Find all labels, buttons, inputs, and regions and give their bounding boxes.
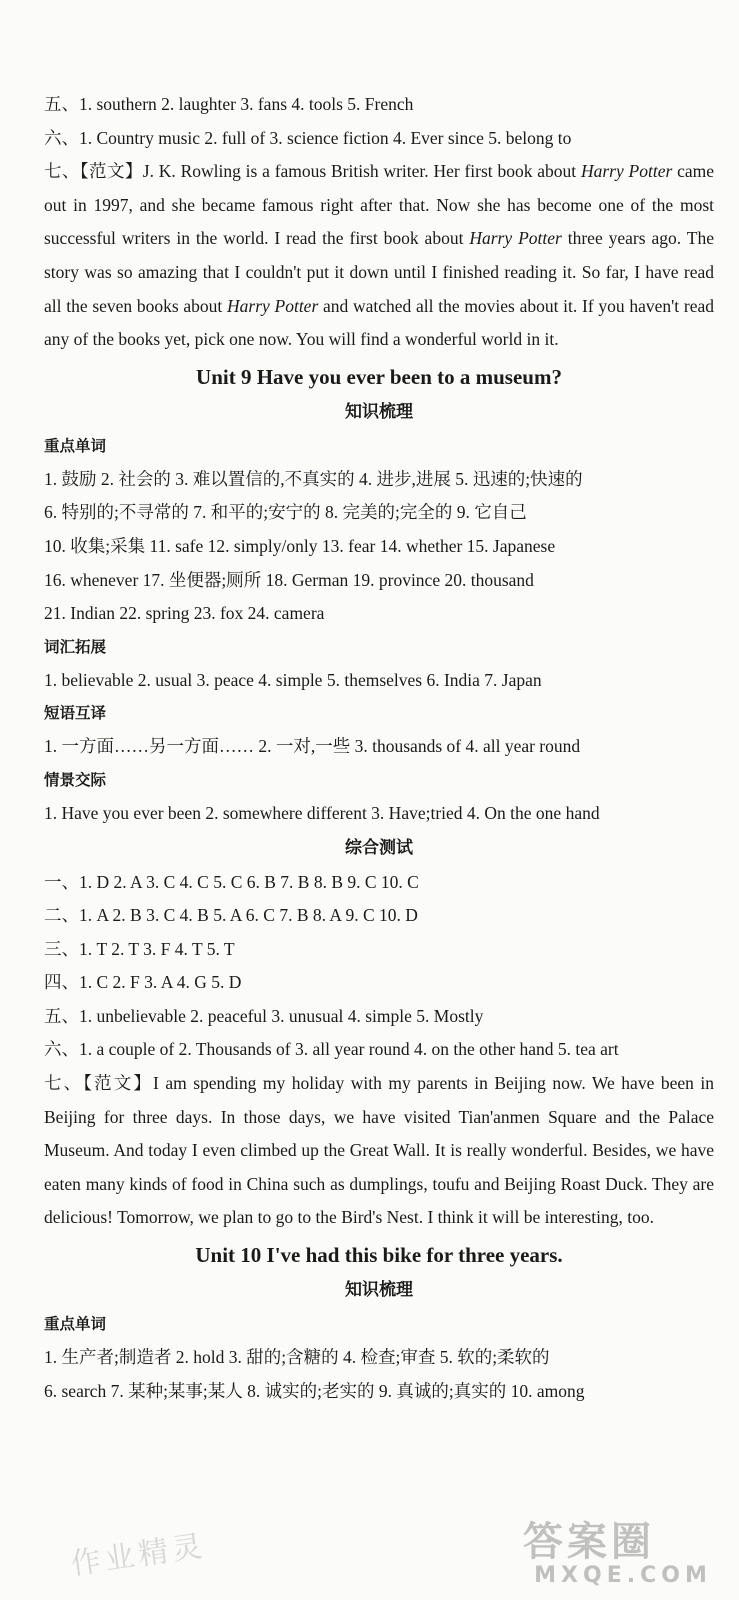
unit10-knowledge-title: 知识梳理 <box>345 1280 413 1301</box>
u8-essay-book-title: Harry Potter <box>227 295 319 316</box>
u8-section-6: 六、1. Country music 2. full of 3. science fiction 4. Ever since 5. belong to <box>44 127 572 148</box>
unit10-title: Unit 10 I've had this bike for three years. <box>195 1243 563 1268</box>
unit9-essay: 七、【范文】I am spending my holiday with my parents in Beijing now. We have been in Beijing for three days. In those days, we have visited Tian'anmen Square and the Palace Museum. And today I even climbed up the Great Wall. It is really wonderful. Besides, we have eaten many kinds of food in China such as dumplings, toufu and Beijing Roast Duck. They are delicious! Tomorrow, we plan to go to the Bird's Nest. I think it will be interesting, too. <box>44 1073 714 1228</box>
unit9-vocab-line: 1. believable 2. usual 3. peace 4. simple 5. themselves 6. India 7. Japan <box>44 669 542 690</box>
watermark-text: 作业精灵 <box>68 1528 209 1583</box>
unit9-vocab-heading: 词汇拓展 <box>44 637 107 656</box>
unit9-test-line: 一、1. D 2. A 3. C 4. C 5. C 6. B 7. B 8. B 9. C 10. C <box>44 871 419 892</box>
unit9-test-line: 二、1. A 2. B 3. C 4. B 5. A 6. C 7. B 8. A 9. C 10. D <box>44 905 418 926</box>
unit9-title: Unit 9 Have you ever been to a museum? <box>196 364 562 389</box>
unit9-situation-line: 1. Have you ever been 2. somewhere different 3. Have;tried 4. On the one hand <box>44 802 600 823</box>
logo-domain: MXQE.COM <box>534 1563 712 1588</box>
unit10-key-words-line: 6. search 7. 某种;某事;某人 8. 诚实的;老实的 9. 真诚的;真实的 10. among <box>44 1380 585 1401</box>
u8-essay-part: 七、【范文】J. K. Rowling is a famous British writer. Her first book about <box>44 161 581 182</box>
u8-essay-book-title: Harry Potter <box>469 228 562 249</box>
unit9-test-line: 四、1. C 2. F 3. A 4. G 5. D <box>44 972 242 993</box>
u8-essay-part: came out in 1997, and she became famous right after that. Now she has become one of the most successful writers in the world. I read the first book about <box>44 161 714 249</box>
unit9-test-title: 综合测试 <box>345 837 413 858</box>
unit9-phrase-heading: 短语互译 <box>44 704 107 723</box>
u8-section-5: 五、1. southern 2. laughter 3. fans 4. tools 5. French <box>44 94 414 114</box>
u8-essay-part: three years ago. The story was so amazing that I couldn't put it down until I finished reading it. So far, I have read all the seven books about <box>44 228 714 316</box>
unit9-key-words-line: 21. Indian 22. spring 23. fox 24. camera <box>44 603 325 624</box>
unit9-key-words-line: 16. whenever 17. 坐便器;厕所 18. German 19. province 20. thousand <box>44 569 534 590</box>
unit9-test-line: 五、1. unbelievable 2. peaceful 3. unusual 4. simple 5. Mostly <box>44 1005 484 1026</box>
unit9-knowledge-title: 知识梳理 <box>345 401 413 422</box>
u8-essay-part: and watched all the movies about it. If you haven't read any of the books yet, pick one now. You will find a wonderful world in it. <box>44 295 714 350</box>
answer-page <box>44 88 714 1408</box>
unit9-key-words-line: 1. 鼓励 2. 社会的 3. 难以置信的,不真实的 4. 进步,进展 5. 迅速的;快速的 <box>44 468 583 489</box>
u8-essay <box>44 155 714 357</box>
unit9-key-words-line: 10. 收集;采集 11. safe 12. simply/only 13. fear 14. whether 15. Japanese <box>44 535 556 556</box>
unit9-test-line: 六、1. a couple of 2. Thousands of 3. all year round 4. on the other hand 5. tea art <box>44 1039 619 1060</box>
logo-text: 答案圈 <box>523 1519 655 1565</box>
unit9-test-line: 三、1. T 2. T 3. F 4. T 5. T <box>44 938 235 959</box>
unit10-key-words-line: 1. 生产者;制造者 2. hold 3. 甜的;含糖的 4. 检查;审查 5. 软的;柔软的 <box>44 1347 550 1368</box>
unit9-key-words-heading: 重点单词 <box>44 436 107 455</box>
u8-essay-book-title: Harry Potter <box>580 161 673 182</box>
unit9-key-words-line: 6. 特别的;不寻常的 7. 和平的;安宁的 8. 完美的;完全的 9. 它自己 <box>44 502 527 523</box>
unit9-phrase-line: 1. 一方面……另一方面…… 2. 一对,一些 3. thousands of 4. all year round <box>44 736 581 757</box>
unit9-situation-heading: 情景交际 <box>44 770 107 789</box>
unit10-key-words-heading: 重点单词 <box>44 1315 107 1334</box>
site-logo <box>523 1520 723 1590</box>
